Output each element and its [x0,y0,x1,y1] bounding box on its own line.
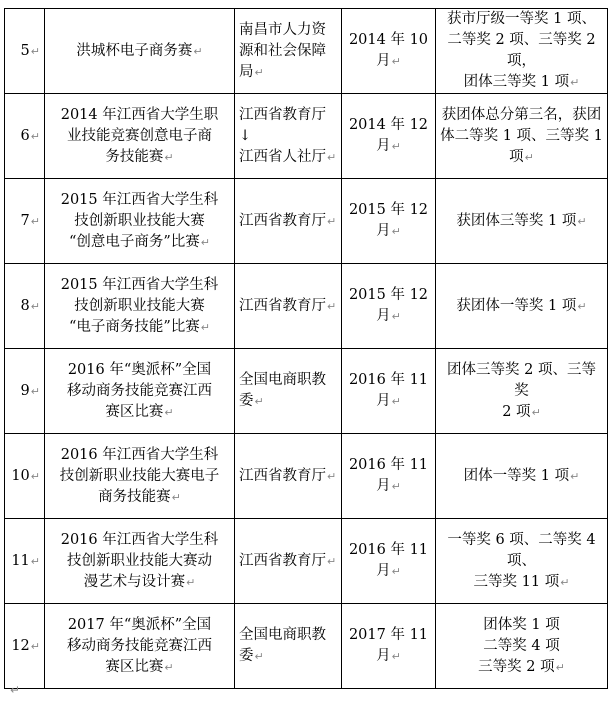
paragraph-mark: ↵ [171,490,181,504]
competition-date: 2016 年 11 月 [348,457,429,494]
paragraph-mark: ↵ [327,469,337,483]
row-number: 6 [20,127,30,144]
organizer-cell [235,519,342,604]
award-result: 一等奖 6 项、二等奖 4 项、 三等奖 11 项 [447,531,596,590]
paragraph-mark: ↵ [164,150,174,164]
paragraph-mark: ↵ [254,395,264,408]
organizer-cell [235,434,342,519]
paragraph-mark: ↵ [555,660,565,674]
competition-name: 2015 年江西省大学生科 技创新职业技能大赛 “电子商务技能”比赛 [60,276,219,335]
paragraph-mark: ↵ [164,660,174,674]
competition-date-cell [342,604,436,689]
paragraph-mark: ↵ [327,554,337,568]
competition-date-cell [342,349,436,434]
competition-date: 2014 年 12 月 [348,117,429,154]
organizer: 南昌市人力资 源和社会保障 局 [239,21,326,80]
award-result: 获市厅级一等奖 1 项、 二等奖 2 项、三等奖 2 项， 团体三等奖 1 项 [447,11,596,90]
competition-name-cell [45,264,235,349]
paragraph-mark: ↵ [327,299,337,313]
paragraph-mark: ↵ [30,44,40,58]
competition-name: 2016 年江西省大学生科 技创新职业技能大赛电子 商务技能赛 [59,446,220,505]
organizer-cell [235,604,342,689]
paragraph-mark: ↵ [186,575,196,589]
award-result: 获团体一等奖 1 项 [456,297,577,314]
paragraph-mark: ↵ [30,214,40,228]
paragraph-mark: ↵ [193,44,203,58]
row-number-cell [5,94,45,179]
competition-date-cell [342,519,436,604]
competition-name-cell [45,434,235,519]
paragraph-mark: ↵ [391,225,401,238]
paragraph-mark: ↵ [391,565,401,578]
award-result-cell [436,179,608,264]
paragraph-mark: ↵ [30,384,40,398]
competition-name-cell [45,349,235,434]
row-number-cell [5,349,45,434]
competition-date: 2017 年 11 月 [348,627,429,664]
competition-name: 2016 年江西省大学生科 技创新职业技能大赛动 漫艺术与设计赛 [60,531,219,590]
competition-name-cell [45,179,235,264]
competition-name-cell [45,9,235,94]
paragraph-mark: ↵ [570,76,580,89]
competition-date-cell [342,179,436,264]
organizer: 全国电商职教 委 [239,372,326,409]
paragraph-mark: ↵ [327,150,337,164]
paragraph-mark: ↵ [577,214,587,228]
row-number: 9 [20,382,30,399]
row-number-cell [5,519,45,604]
organizer: 全国电商职教 委 [239,627,326,664]
paragraph-mark: ↵ [391,480,401,493]
organizer: 江西省教育厅 [239,212,326,229]
row-number: 7 [20,212,30,229]
organizer-cell [235,179,342,264]
paragraph-mark: ↵ [254,650,264,663]
paragraph-mark: ↵ [391,310,401,323]
competition-date-cell [342,434,436,519]
competition-name: 2016 年“奥派杯”全国 移动商务技能竞赛江西 赛区比赛 [67,361,212,420]
competition-date: 2015 年 12 月 [348,287,429,324]
table-row [5,264,608,349]
award-result: 获团体总分第三名，获团 体二等奖 1 项、三等奖 1 项 [440,106,603,165]
table-row [5,94,608,179]
paragraph-mark: ↵ [254,65,264,79]
paragraph-mark: ↵ [30,469,40,483]
table-row [5,434,608,519]
award-result: 团体三等奖 2 项、三等奖 2 项 [447,361,596,420]
row-number-cell [5,434,45,519]
organizer-cell [235,9,342,94]
paragraph-mark: ↵ [30,299,40,313]
paragraph-mark: ↵ [10,683,21,697]
competition-name: 2017 年“奥派杯”全国 移动商务技能竞赛江西 赛区比赛 [67,616,212,675]
table-row [5,9,608,94]
paragraph-mark: ↵ [30,554,40,568]
paragraph-mark: ↵ [30,129,40,143]
table-row [5,604,608,689]
row-number: 12 [11,637,30,654]
organizer-cell [235,94,342,179]
competition-name: 2015 年江西省大学生科 技创新职业技能大赛 “创意电子商务”比赛 [60,191,219,250]
award-result-cell [436,349,608,434]
competition-date-cell [342,9,436,94]
competition-name-cell [45,94,235,179]
paragraph-mark: ↵ [577,299,587,313]
award-result-cell [436,9,608,94]
paragraph-mark: ↵ [391,650,401,663]
organizer: 江西省教育厅 [239,467,326,484]
paragraph-mark: ↵ [531,405,541,419]
paragraph-mark: ↵ [391,140,401,153]
award-result: 获团体三等奖 1 项 [456,212,577,229]
row-number-cell [5,264,45,349]
competition-date-cell [342,94,436,179]
paragraph-mark: ↵ [391,55,401,68]
paragraph-mark: ↵ [524,150,534,164]
competition-name: 2014 年江西省大学生职 业技能竞赛创意电子商 务技能赛 [60,106,219,165]
paragraph-mark: ↵ [327,214,337,228]
paragraph-mark: ↵ [560,575,570,589]
table-row [5,519,608,604]
award-result-cell [436,434,608,519]
competition-name-cell [45,604,235,689]
competition-name: 洪城杯电子商务赛 [76,42,193,59]
row-number: 11 [11,552,30,569]
organizer: 江西省教育厅 [239,297,326,314]
awards-table-body [5,9,608,689]
competition-date: 2015 年 12 月 [348,202,429,239]
competition-date: 2016 年 11 月 [348,372,429,409]
row-number: 5 [20,42,30,59]
organizer: 江西省教育厅 [239,552,326,569]
award-result-cell [436,94,608,179]
award-result-cell [436,519,608,604]
paragraph-mark: ↵ [200,320,211,334]
competition-name-cell [45,519,235,604]
award-result: 团体一等奖 1 项 [463,467,570,484]
award-result-cell [436,264,608,349]
award-result: 团体奖 1 项 二等奖 4 项 三等奖 2 项 [478,616,560,675]
paragraph-mark: ↵ [570,469,580,483]
paragraph-mark: ↵ [164,405,174,419]
awards-table [4,8,608,689]
row-number: 8 [20,297,30,314]
organizer-cell [235,264,342,349]
competition-date-cell [342,264,436,349]
table-row [5,179,608,264]
paragraph-mark: ↵ [30,639,40,653]
paragraph-mark: ↵ [200,235,211,249]
row-number-cell [5,179,45,264]
organizer: 江西省教育厅↓ 江西省人社厅 [239,106,326,165]
row-number-cell [5,9,45,94]
organizer-cell [235,349,342,434]
table-row [5,349,608,434]
row-number: 10 [11,467,30,484]
row-number-cell [5,604,45,689]
competition-date: 2016 年 11 月 [348,542,429,579]
competition-date: 2014 年 10 月 [348,32,429,69]
award-result-cell [436,604,608,689]
paragraph-mark: ↵ [391,395,401,408]
